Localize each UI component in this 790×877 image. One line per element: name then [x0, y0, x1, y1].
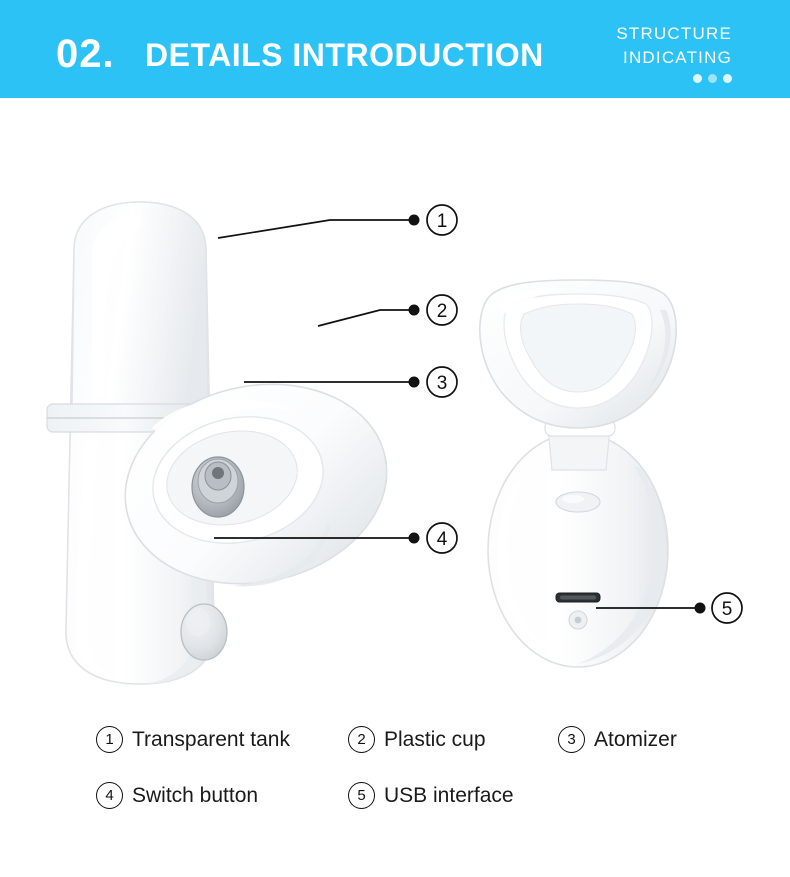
- switch-button-left: [181, 604, 227, 660]
- callout-dot-3: [409, 377, 420, 388]
- header-dots: [693, 74, 732, 83]
- callout-line-1: [218, 220, 410, 238]
- legend-label-1: Transparent tank: [132, 727, 290, 751]
- plastic-cup-right: [480, 280, 676, 428]
- legend-item-5: [348, 782, 514, 809]
- callout-marker-4: [427, 523, 457, 553]
- atomizer-nozzle-left: [192, 457, 244, 517]
- dot-icon-2: [708, 74, 717, 83]
- dot-icon-1: [693, 74, 702, 83]
- page-header: [0, 0, 790, 98]
- legend-item-3: [558, 726, 677, 753]
- callout-number-2: 2: [436, 301, 448, 322]
- callout-marker-2: [427, 295, 457, 325]
- callout-number-3: 3: [436, 373, 448, 394]
- legend-number-icon-2: 2: [348, 726, 375, 753]
- callout-line-2: [318, 310, 410, 326]
- legend-label-5: USB interface: [384, 783, 514, 807]
- callout-number-1: 1: [436, 211, 448, 232]
- dot-icon-3: [723, 74, 732, 83]
- legend-label-2: Plastic cup: [384, 727, 486, 751]
- page-title: DETAILS INTRODUCTION: [145, 37, 544, 73]
- callout-marker-3: [427, 367, 457, 397]
- legend-label-3: Atomizer: [594, 727, 677, 751]
- footer-divider: [0, 855, 790, 856]
- legend-number-icon-1: 1: [96, 726, 123, 753]
- callout-dot-4: [409, 533, 420, 544]
- legend: [0, 706, 790, 826]
- legend-item-4: [96, 782, 258, 809]
- product-diagram: [0, 98, 790, 698]
- legend-item-1: [96, 726, 290, 753]
- callout-number-5: 5: [721, 599, 733, 620]
- legend-item-2: [348, 726, 486, 753]
- header-subtitle-line2: INDICATING: [623, 48, 732, 67]
- switch-button-right: [556, 492, 600, 512]
- section-number: 02.: [56, 32, 115, 76]
- callout-dot-1: [409, 215, 420, 226]
- left-device-illustration: [47, 202, 405, 684]
- callout-marker-5: [712, 593, 742, 623]
- callout-number-4: 4: [436, 529, 448, 550]
- callout-dot-5: [695, 603, 706, 614]
- callout-dot-2: [409, 305, 420, 316]
- right-device-illustration: [480, 280, 676, 667]
- legend-number-icon-5: 5: [348, 782, 375, 809]
- legend-number-icon-3: 3: [558, 726, 585, 753]
- header-subtitle: [616, 22, 732, 70]
- legend-label-4: Switch button: [132, 783, 259, 807]
- legend-number-icon-4: 4: [96, 782, 123, 809]
- callout-marker-1: [427, 205, 457, 235]
- header-subtitle-line1: STRUCTURE: [616, 24, 732, 43]
